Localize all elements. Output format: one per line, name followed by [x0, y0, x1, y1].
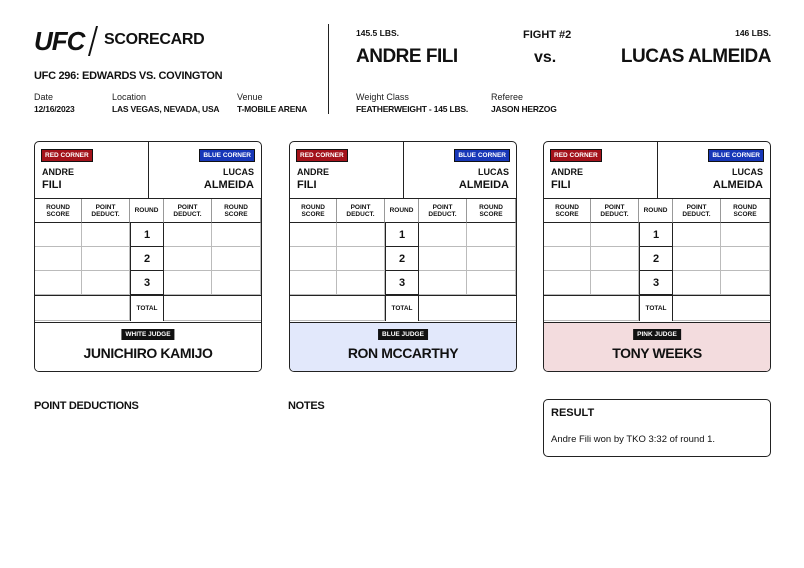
red-total-cell[interactable] [290, 296, 385, 321]
score-cell[interactable] [337, 223, 385, 247]
location-value: LAS VEGAS, NEVADA, USA [112, 104, 220, 114]
score-cell[interactable] [591, 223, 639, 247]
result-title: RESULT [551, 407, 595, 419]
judge-area [35, 322, 261, 372]
round-header: ROUND [639, 199, 673, 223]
blue-total-cell[interactable] [419, 296, 516, 321]
red-first-name: ANDRE [42, 167, 75, 177]
blue-round-score-header: ROUND SCORE [467, 199, 516, 223]
referee-label: Referee [491, 92, 524, 102]
round-number: 2 [130, 247, 164, 271]
score-cell[interactable] [721, 247, 770, 271]
score-cell[interactable] [35, 271, 82, 295]
corner-divider [403, 142, 404, 199]
corner-divider [657, 142, 658, 199]
score-cell[interactable] [212, 223, 261, 247]
blue-first-name: LUCAS [223, 167, 254, 177]
location-label: Location [112, 92, 147, 102]
blue-last-name: ALMEIDA [458, 179, 509, 191]
red-total-cell[interactable] [544, 296, 639, 321]
judge-area [290, 322, 516, 372]
red-round-score-header: ROUND SCORE [290, 199, 337, 223]
total-label: TOTAL [130, 296, 164, 321]
round-number: 3 [385, 271, 419, 295]
judge-area [544, 322, 770, 372]
score-cell[interactable] [673, 247, 721, 271]
score-cell[interactable] [467, 247, 516, 271]
weight-class-label: Weight Class [356, 92, 409, 102]
score-cell[interactable] [164, 247, 212, 271]
date-label: Date [34, 92, 54, 102]
fight-number: FIGHT #2 [523, 29, 572, 41]
blue-round-score-header: ROUND SCORE [212, 199, 261, 223]
total-row [290, 295, 516, 322]
round-header: ROUND [130, 199, 164, 223]
red-first-name: ANDRE [297, 167, 330, 177]
blue-corner-badge: BLUE CORNER [708, 149, 764, 162]
result-box [543, 399, 771, 457]
round-number: 3 [639, 271, 673, 295]
corners-header [544, 142, 770, 199]
red-point-deduct-header: POINT DEDUCT. [337, 199, 385, 223]
corner-divider [148, 142, 149, 199]
red-last-name: FILI [551, 179, 571, 191]
red-total-cell[interactable] [35, 296, 130, 321]
blue-first-name: LUCAS [478, 167, 509, 177]
score-cell[interactable] [290, 247, 337, 271]
red-first-name: ANDRE [551, 167, 584, 177]
judge-scorecard [289, 141, 517, 372]
score-cell[interactable] [290, 271, 337, 295]
score-cell[interactable] [419, 247, 467, 271]
blue-corner-badge: BLUE CORNER [454, 149, 510, 162]
date-value: 12/16/2023 [34, 104, 75, 114]
weight-class-value: FEATHERWEIGHT - 145 LBS. [356, 104, 469, 114]
judge-scorecard [34, 141, 262, 372]
score-cell[interactable] [337, 247, 385, 271]
red-last-name: FILI [42, 179, 62, 191]
judge-badge: BLUE JUDGE [378, 329, 428, 340]
score-cell[interactable] [419, 223, 467, 247]
blue-last-name: ALMEIDA [203, 179, 254, 191]
round-number: 2 [385, 247, 419, 271]
venue-value: T-MOBILE ARENA [237, 104, 308, 114]
doc-title: SCORECARD [104, 31, 205, 48]
score-cell[interactable] [82, 223, 130, 247]
judge-name: TONY WEEKS [612, 345, 702, 361]
blue-corner-badge: BLUE CORNER [199, 149, 255, 162]
blue-last-name: ALMEIDA [712, 179, 763, 191]
score-cell[interactable] [212, 247, 261, 271]
judge-name: RON MCCARTHY [347, 345, 459, 361]
judge-scorecard [543, 141, 771, 372]
blue-total-cell[interactable] [673, 296, 770, 321]
round-header: ROUND [385, 199, 419, 223]
vs-label: vs. [534, 49, 557, 66]
score-cell[interactable] [544, 247, 591, 271]
red-fighter-name: ANDRE FILI [356, 46, 458, 67]
score-cell[interactable] [467, 271, 516, 295]
score-cell[interactable] [721, 223, 770, 247]
red-point-deduct-header: POINT DEDUCT. [82, 199, 130, 223]
header-divider [328, 24, 329, 114]
score-cell[interactable] [212, 271, 261, 295]
round-number: 1 [130, 223, 164, 247]
judge-name: JUNICHIRO KAMIJO [83, 345, 213, 361]
blue-point-deduct-header: POINT DEDUCT. [419, 199, 467, 223]
red-corner-badge: RED CORNER [550, 149, 602, 162]
ufc-logo: UFC [34, 26, 85, 56]
logo-divider [88, 26, 98, 56]
result-text: Andre Fili won by TKO 3:32 of round 1. [551, 434, 716, 445]
red-corner-badge: RED CORNER [41, 149, 93, 162]
round-number: 1 [385, 223, 419, 247]
round-number: 1 [639, 223, 673, 247]
round-number: 2 [639, 247, 673, 271]
score-cell[interactable] [544, 271, 591, 295]
score-cell[interactable] [467, 223, 516, 247]
score-cell[interactable] [337, 271, 385, 295]
score-cell[interactable] [591, 247, 639, 271]
red-round-score-header: ROUND SCORE [544, 199, 591, 223]
red-corner-badge: RED CORNER [296, 149, 348, 162]
corners-header [290, 142, 516, 199]
total-row [35, 295, 261, 322]
score-cell[interactable] [164, 223, 212, 247]
score-cell[interactable] [419, 271, 467, 295]
total-row [544, 295, 770, 322]
total-label: TOTAL [385, 296, 419, 321]
notes-title: NOTES [288, 400, 325, 412]
judge-badge: PINK JUDGE [633, 329, 681, 340]
red-point-deduct-header: POINT DEDUCT. [591, 199, 639, 223]
score-cell[interactable] [35, 247, 82, 271]
score-cell[interactable] [544, 223, 591, 247]
score-cell[interactable] [290, 223, 337, 247]
score-cell[interactable] [673, 223, 721, 247]
round-number: 3 [130, 271, 164, 295]
blue-round-score-header: ROUND SCORE [721, 199, 770, 223]
score-cell[interactable] [164, 271, 212, 295]
corners-header [35, 142, 261, 199]
judge-badge: WHITE JUDGE [121, 329, 174, 340]
blue-total-cell[interactable] [164, 296, 261, 321]
red-last-name: FILI [297, 179, 317, 191]
red-round-score-header: ROUND SCORE [35, 199, 82, 223]
venue-label: Venue [237, 92, 263, 102]
blue-point-deduct-header: POINT DEDUCT. [673, 199, 721, 223]
event-title: UFC 296: EDWARDS VS. COVINGTON [34, 70, 223, 82]
blue-first-name: LUCAS [732, 167, 763, 177]
score-cell[interactable] [82, 247, 130, 271]
score-cell[interactable] [673, 271, 721, 295]
blue-point-deduct-header: POINT DEDUCT. [164, 199, 212, 223]
score-cell[interactable] [35, 223, 82, 247]
score-cell[interactable] [82, 271, 130, 295]
total-label: TOTAL [639, 296, 673, 321]
score-cell[interactable] [721, 271, 770, 295]
point-deductions-title: POINT DEDUCTIONS [34, 400, 139, 412]
referee-value: JASON HERZOG [491, 104, 557, 114]
blue-fighter-name: LUCAS ALMEIDA [620, 46, 771, 67]
score-cell[interactable] [591, 271, 639, 295]
red-weight: 145.5 LBS. [356, 28, 399, 38]
blue-weight: 146 LBS. [735, 28, 771, 38]
